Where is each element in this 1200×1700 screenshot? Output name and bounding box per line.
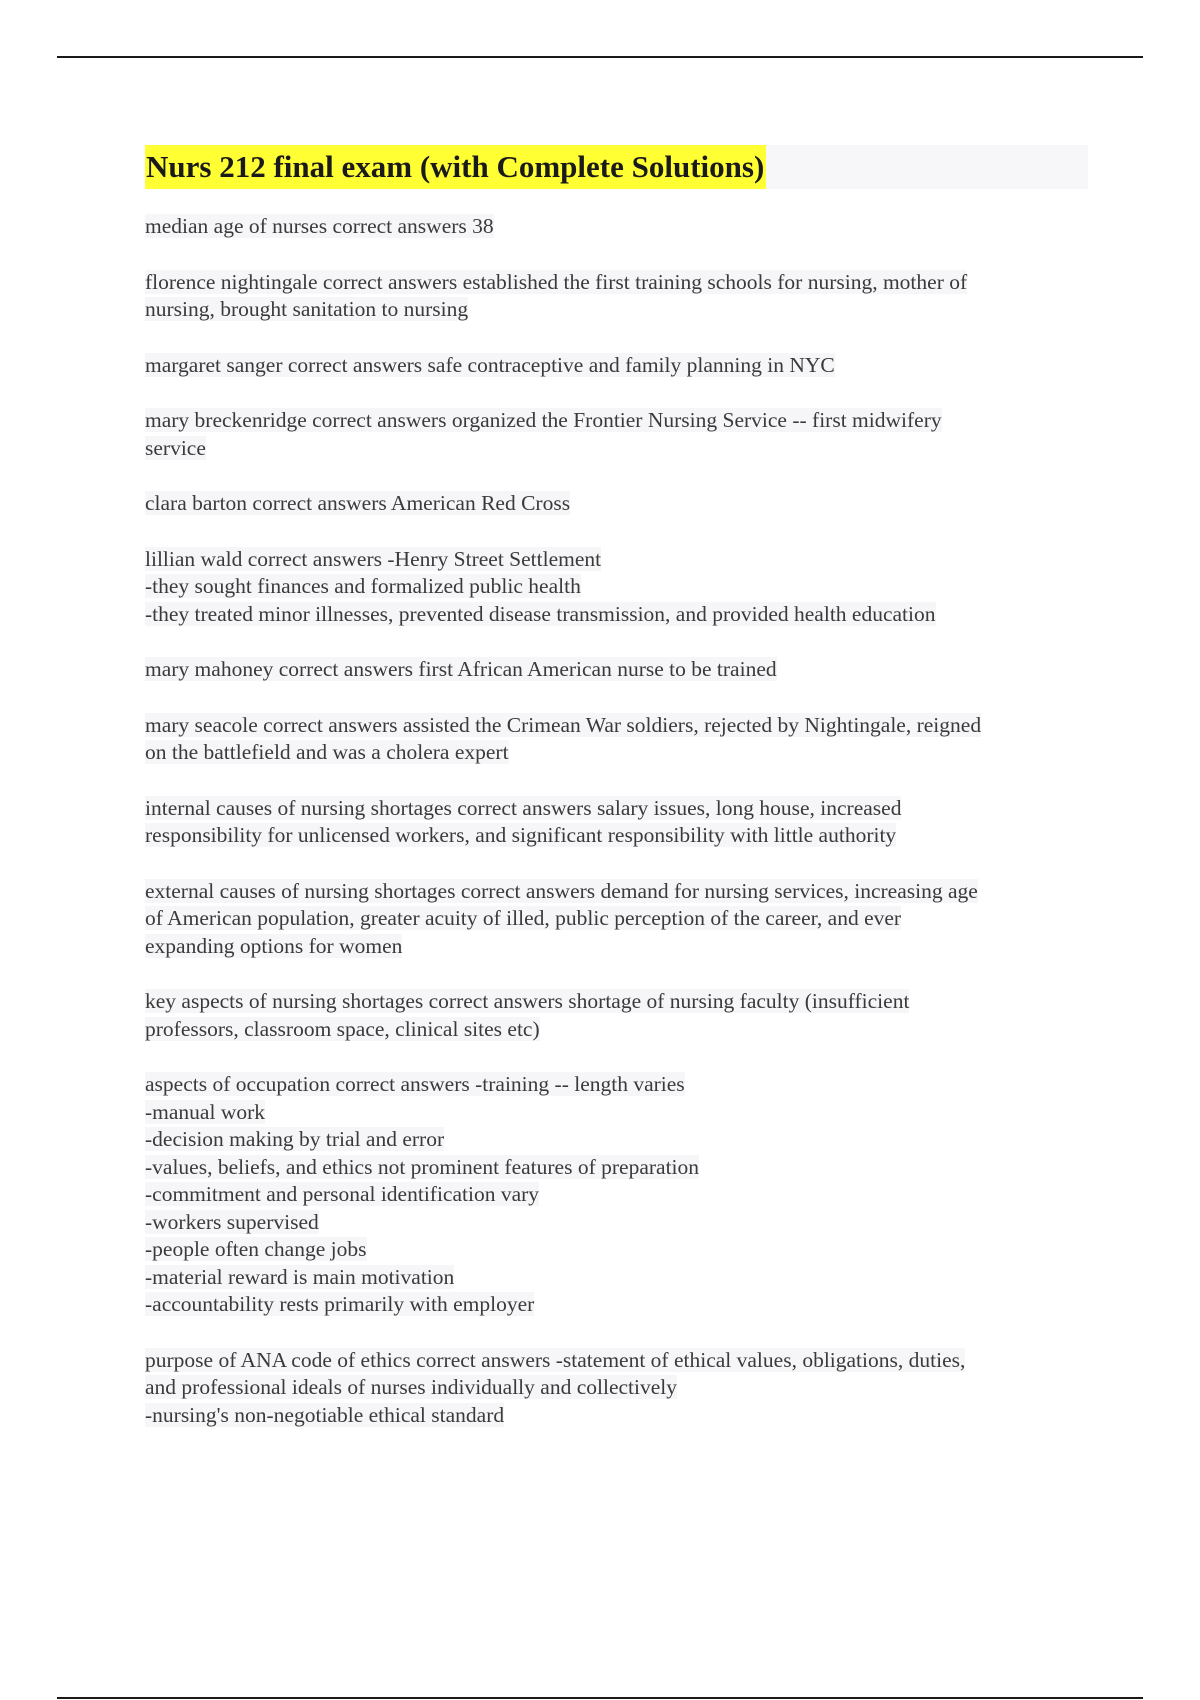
qa-entry [145, 546, 1090, 629]
qa-entry [145, 490, 1090, 518]
qa-entry-text: on the battlefield and was a cholera expert [145, 740, 509, 764]
qa-entry-text: -manual work [145, 1099, 266, 1124]
document-title: Nurs 212 final exam (with Complete Solutions) [145, 145, 766, 189]
qa-entry [145, 1071, 1090, 1319]
qa-entry-text: nursing, brought sanitation to nursing [145, 297, 469, 321]
qa-entry-text: external causes of nursing shortages correct answers demand for nursing services, increasing age [145, 878, 978, 903]
qa-entry-line [145, 213, 1090, 241]
qa-list [145, 213, 1090, 1429]
qa-entry-line [145, 1016, 1090, 1044]
qa-entry-text: and professional ideals of nurses individually and collectively [145, 1375, 677, 1399]
qa-entry-text: -workers supervised [145, 1209, 319, 1234]
qa-entry-line [145, 1264, 1090, 1292]
qa-entry-text: -nursing's non-negotiable ethical standard [145, 1402, 505, 1427]
qa-entry-text: clara barton correct answers American Red Cross [145, 491, 571, 515]
qa-entry-line [145, 739, 1090, 767]
qa-entry-line [145, 1071, 1090, 1099]
qa-entry-text: professors, classroom space, clinical sites etc) [145, 1016, 540, 1041]
qa-entry-line [145, 822, 1090, 850]
qa-entry-line [145, 546, 1090, 574]
qa-entry [145, 213, 1090, 241]
qa-entry [145, 656, 1090, 684]
qa-entry [145, 1347, 1090, 1430]
qa-entry-line [145, 933, 1090, 961]
qa-entry-line [145, 1347, 1090, 1375]
qa-entry-text: -they treated minor illnesses, prevented disease transmission, and provided health education [145, 601, 936, 626]
qa-entry [145, 712, 1090, 767]
qa-entry [145, 878, 1090, 961]
qa-entry-line [145, 712, 1090, 740]
qa-entry-text: mary breckenridge correct answers organized the Frontier Nursing Service -- first midwifery [145, 408, 942, 432]
top-rule [57, 56, 1143, 58]
qa-entry-line [145, 1374, 1090, 1402]
bottom-rule [57, 1697, 1143, 1699]
qa-entry-line [145, 1126, 1090, 1154]
qa-entry-line [145, 1209, 1090, 1237]
qa-entry-line [145, 407, 1090, 435]
qa-entry-text: service [145, 435, 206, 460]
qa-entry-line [145, 1099, 1090, 1127]
document-body [145, 145, 1090, 1457]
qa-entry-text: -values, beliefs, and ethics not prominent features of preparation [145, 1154, 700, 1179]
qa-entry-line [145, 1181, 1090, 1209]
qa-entry-line [145, 490, 1090, 518]
qa-entry-text: purpose of ANA code of ethics correct answers -statement of ethical values, obligations, duties, [145, 1347, 966, 1372]
qa-entry-line [145, 795, 1090, 823]
qa-entry-text: -people often change jobs [145, 1237, 367, 1261]
qa-entry-line [145, 1291, 1090, 1319]
qa-entry-text: internal causes of nursing shortages correct answers salary issues, long house, increased [145, 795, 902, 820]
qa-entry [145, 795, 1090, 850]
qa-entry-text: -material reward is main motivation [145, 1264, 455, 1289]
qa-entry-line [145, 435, 1090, 463]
qa-entry-text: margaret sanger correct answers safe contraceptive and family planning in NYC [145, 352, 835, 377]
qa-entry-text: key aspects of nursing shortages correct answers shortage of nursing faculty (insufficient [145, 989, 910, 1013]
qa-entry-text: mary seacole correct answers assisted the Crimean War soldiers, rejected by Nightingale, reigned [145, 712, 982, 737]
qa-entry-line [145, 352, 1090, 380]
qa-entry-line [145, 296, 1090, 324]
qa-entry-line [145, 656, 1090, 684]
qa-entry-text: florence nightingale correct answers established the first training schools for nursing, mother of [145, 269, 968, 294]
qa-entry-line [145, 269, 1090, 297]
qa-entry-text: -accountability rests primarily with employer [145, 1292, 535, 1316]
qa-entry [145, 269, 1090, 324]
qa-entry-line [145, 573, 1090, 601]
qa-entry [145, 988, 1090, 1043]
qa-entry-line [145, 905, 1090, 933]
qa-entry-text: expanding options for women [145, 933, 403, 958]
qa-entry-text: -decision making by trial and error [145, 1127, 445, 1151]
qa-entry [145, 352, 1090, 380]
qa-entry-line [145, 1154, 1090, 1182]
qa-entry-text: aspects of occupation correct answers -training -- length varies [145, 1072, 685, 1096]
qa-entry-text: lillian wald correct answers -Henry Street Settlement [145, 546, 602, 571]
qa-entry-line [145, 1236, 1090, 1264]
qa-entry-line [145, 988, 1090, 1016]
qa-entry-line [145, 1402, 1090, 1430]
qa-entry-text: -they sought finances and formalized public health [145, 574, 581, 598]
qa-entry-text: -commitment and personal identification vary [145, 1182, 540, 1206]
qa-entry-text: of American population, greater acuity of illed, public perception of the career, and ever [145, 906, 902, 930]
title-bar [145, 145, 1088, 189]
qa-entry-line [145, 878, 1090, 906]
qa-entry-text: responsibility for unlicensed workers, and significant responsibility with little authority [145, 823, 897, 847]
qa-entry [145, 407, 1090, 462]
qa-entry-line [145, 601, 1090, 629]
qa-entry-text: median age of nurses correct answers 38 [145, 214, 494, 238]
qa-entry-text: mary mahoney correct answers first African American nurse to be trained [145, 657, 777, 681]
